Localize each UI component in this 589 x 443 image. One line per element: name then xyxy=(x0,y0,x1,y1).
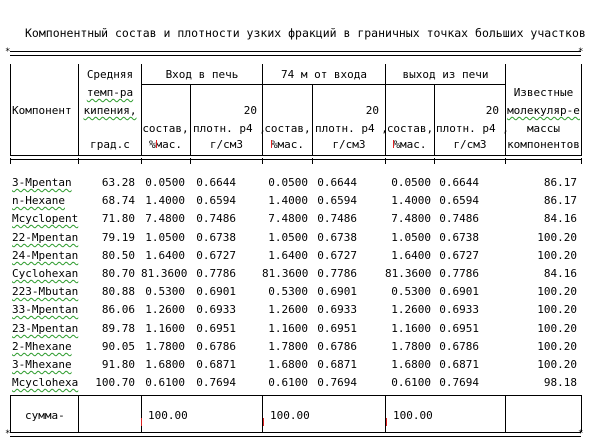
cell-composition-74m: 1.6800 xyxy=(268,358,308,371)
cell-molecular-mass: 86.17 xyxy=(543,194,577,207)
col-border xyxy=(141,158,142,164)
cell-composition-outlet: 0.6100 xyxy=(391,376,431,389)
cell-composition-inlet: 1.1600 xyxy=(145,322,185,335)
header-density-20-2: 20 xyxy=(365,104,379,117)
cell-density-inlet: 0.7694 xyxy=(196,376,236,389)
cell-composition-inlet: 1.4000 xyxy=(145,194,185,207)
spell-mark xyxy=(271,140,272,148)
header-group-outlet: выход из печи xyxy=(402,68,489,81)
cell-avg-temp: 100.70 xyxy=(95,376,135,389)
cell-composition-74m: 1.4000 xyxy=(268,194,308,207)
cell-composition-74m: 1.6400 xyxy=(268,249,308,262)
cell-composition-inlet: 1.0500 xyxy=(145,231,185,244)
cell-density-74m: 0.6727 xyxy=(317,249,357,262)
cell-composition-outlet: 0.5300 xyxy=(391,285,431,298)
cell-composition-outlet: 1.4000 xyxy=(391,194,431,207)
cell-component: 2-Mhexane xyxy=(12,340,72,353)
cell-component: 23-Mpentan xyxy=(12,322,79,335)
cell-composition-inlet: 1.6800 xyxy=(145,358,185,371)
col-border xyxy=(262,395,263,432)
cell-avg-temp: 71.80 xyxy=(101,212,135,225)
cell-composition-74m: 1.1600 xyxy=(268,322,308,335)
corner-mark-top-left: * xyxy=(5,47,11,57)
sum-value-1: 100.00 xyxy=(148,409,188,422)
cell-composition-inlet: 1.7800 xyxy=(145,340,185,353)
cell-density-74m: 0.6901 xyxy=(317,285,357,298)
spell-mark xyxy=(393,140,394,148)
cell-composition-outlet: 1.1600 xyxy=(391,322,431,335)
cell-density-outlet: 0.6871 xyxy=(439,358,479,371)
cell-molecular-mass: 100.20 xyxy=(537,249,577,262)
col-border xyxy=(190,158,191,164)
cell-composition-outlet: 7.4800 xyxy=(391,212,431,225)
cell-density-inlet: 0.7486 xyxy=(196,212,236,225)
cell-composition-inlet: 0.6100 xyxy=(145,376,185,389)
cell-density-inlet: 0.6644 xyxy=(196,176,236,189)
cell-composition-inlet: 81.3600 xyxy=(141,267,188,280)
corner-mark-bottom-left: * xyxy=(5,429,11,439)
header-density-1: плотн. р4 , xyxy=(193,122,266,135)
cell-avg-temp: 68.74 xyxy=(101,194,135,207)
col-border xyxy=(385,395,386,432)
cell-composition-74m: 81.3600 xyxy=(262,267,309,280)
col-border xyxy=(10,64,11,156)
cell-composition-74m: 0.5300 xyxy=(268,285,308,298)
cell-density-outlet: 0.7486 xyxy=(439,212,479,225)
cell-composition-74m: 1.2600 xyxy=(268,303,308,316)
col-border xyxy=(385,158,386,164)
header-composition-2: состав, xyxy=(264,122,311,135)
cell-avg-temp: 89.78 xyxy=(101,322,135,335)
table-top-border xyxy=(10,51,581,56)
header-bottom-border xyxy=(10,155,581,160)
cell-component: 33-Mpentan xyxy=(12,303,79,316)
sum-value-3: 100.00 xyxy=(393,409,433,422)
cell-molecular-mass: 100.20 xyxy=(537,285,577,298)
header-composition-1: состав, xyxy=(142,122,189,135)
col-border xyxy=(434,158,435,164)
cell-composition-inlet: 1.6400 xyxy=(145,249,185,262)
cell-density-outlet: 0.6951 xyxy=(439,322,479,335)
cell-molecular-mass: 100.20 xyxy=(537,358,577,371)
header-density-2: плотн. р4 , xyxy=(315,122,388,135)
cell-composition-74m: 0.6100 xyxy=(268,376,308,389)
cell-density-outlet: 0.6594 xyxy=(439,194,479,207)
cell-composition-74m: 1.7800 xyxy=(268,340,308,353)
cell-density-74m: 0.7486 xyxy=(317,212,357,225)
cell-density-74m: 0.6871 xyxy=(317,358,357,371)
cell-density-inlet: 0.6901 xyxy=(196,285,236,298)
cell-density-inlet: 0.6786 xyxy=(196,340,236,353)
header-avg-temp-line2: темп-ра xyxy=(86,86,134,99)
col-border xyxy=(78,395,79,432)
group-header-separator xyxy=(141,84,505,85)
cell-density-inlet: 0.6594 xyxy=(196,194,236,207)
spell-mark xyxy=(141,418,142,426)
cell-component: Mcyclopent xyxy=(12,212,79,225)
cell-avg-temp: 91.80 xyxy=(101,358,135,371)
table-bottom-border xyxy=(10,429,584,439)
col-border xyxy=(10,395,11,432)
cell-avg-temp: 80.88 xyxy=(101,285,135,298)
cell-composition-outlet: 0.0500 xyxy=(391,176,431,189)
sum-separator xyxy=(10,395,581,396)
cell-density-74m: 0.7694 xyxy=(317,376,357,389)
header-group-74m: 74 м от входа xyxy=(280,68,368,81)
col-border xyxy=(581,395,582,432)
corner-mark-top-right: * xyxy=(578,47,584,57)
cell-density-74m: 0.6644 xyxy=(317,176,357,189)
header-composition-3: состав, xyxy=(386,122,434,135)
spell-mark xyxy=(386,418,387,426)
header-density-20-1: 20 xyxy=(243,104,257,117)
cell-molecular-mass: 100.20 xyxy=(537,340,577,353)
header-avg-temp-line4: град.с xyxy=(90,138,130,151)
cell-avg-temp: 63.28 xyxy=(101,176,135,189)
cell-component: 3-Mhexane xyxy=(12,358,72,371)
cell-component: 3-Mpentan xyxy=(12,176,72,189)
cell-density-inlet: 0.6871 xyxy=(196,358,236,371)
cell-avg-temp: 80.50 xyxy=(101,249,135,262)
cell-composition-inlet: 1.2600 xyxy=(145,303,185,316)
col-border xyxy=(581,64,582,156)
cell-composition-inlet: 0.0500 xyxy=(145,176,185,189)
header-mass-pct-3: %мас. xyxy=(393,138,427,151)
cell-component: 22-Mpentan xyxy=(12,231,79,244)
cell-density-inlet: 0.7786 xyxy=(196,267,236,280)
col-border xyxy=(505,395,506,432)
header-known-mw-line4: компонентов xyxy=(507,138,580,151)
col-border xyxy=(581,158,582,164)
cell-density-inlet: 0.6933 xyxy=(196,303,236,316)
cell-density-outlet: 0.6901 xyxy=(439,285,479,298)
header-mass-pct-1: %мас. xyxy=(148,138,183,151)
cell-component: 24-Mpentan xyxy=(12,249,79,262)
cell-molecular-mass: 100.20 xyxy=(537,303,577,316)
cell-component: Cyclohexan xyxy=(12,267,79,280)
cell-composition-outlet: 1.7800 xyxy=(391,340,431,353)
cell-avg-temp: 90.05 xyxy=(101,340,135,353)
header-avg-temp-line1: Средняя xyxy=(86,68,134,81)
spell-mark xyxy=(156,140,157,148)
cell-molecular-mass: 84.16 xyxy=(543,267,577,280)
header-group-inlet: Вход в печь xyxy=(165,68,239,81)
cell-density-74m: 0.6786 xyxy=(317,340,357,353)
col-border xyxy=(78,158,79,164)
cell-density-74m: 0.6933 xyxy=(317,303,357,316)
cell-density-outlet: 0.6727 xyxy=(439,249,479,262)
cell-density-outlet: 0.6786 xyxy=(439,340,479,353)
cell-composition-74m: 0.0500 xyxy=(268,176,308,189)
header-avg-temp-line3: кипения, xyxy=(83,104,137,117)
header-mass-pct-2: %мас. xyxy=(270,138,305,151)
cell-avg-temp: 79.19 xyxy=(101,231,135,244)
cell-density-74m: 0.6738 xyxy=(317,231,357,244)
cell-avg-temp: 86.06 xyxy=(101,303,135,316)
cell-density-outlet: 0.6933 xyxy=(439,303,479,316)
col-border xyxy=(262,158,263,164)
table-title: Компонентный состав и плотности узких фракций в граничных точках больших участков xyxy=(25,26,586,40)
cell-component: n-Hexane xyxy=(12,194,65,207)
cell-density-inlet: 0.6738 xyxy=(196,231,236,244)
header-density-unit-2: г/см3 xyxy=(332,138,366,151)
cell-molecular-mass: 98.18 xyxy=(543,376,577,389)
header-density-20-3: 20 xyxy=(485,104,499,117)
cell-avg-temp: 80.70 xyxy=(101,267,135,280)
cell-density-inlet: 0.6951 xyxy=(196,322,236,335)
cell-composition-inlet: 7.4800 xyxy=(145,212,185,225)
cell-density-outlet: 0.7694 xyxy=(439,376,479,389)
cell-density-outlet: 0.6738 xyxy=(439,231,479,244)
cell-component: 223-Mbutan xyxy=(12,285,79,298)
header-known-mw-line3: массы xyxy=(526,122,561,135)
col-border xyxy=(505,158,506,164)
spell-mark xyxy=(263,418,264,426)
col-border xyxy=(141,395,142,432)
header-density-unit-3: г/см3 xyxy=(453,138,487,151)
cell-density-74m: 0.6594 xyxy=(317,194,357,207)
header-density-3: плотн. р4 , xyxy=(436,122,509,135)
header-known-mw-line1: Известные xyxy=(513,86,574,99)
header-component: Компонент xyxy=(12,104,72,117)
cell-composition-inlet: 0.5300 xyxy=(145,285,185,298)
cell-density-inlet: 0.6727 xyxy=(196,249,236,262)
header-known-mw-line2: молекуляр-е xyxy=(507,104,580,117)
cell-density-74m: 0.6951 xyxy=(317,322,357,335)
cell-composition-outlet: 1.0500 xyxy=(391,231,431,244)
cell-density-74m: 0.7786 xyxy=(317,267,357,280)
sum-label: сумма- xyxy=(25,409,65,422)
col-border xyxy=(10,158,11,164)
cell-molecular-mass: 86.17 xyxy=(543,176,577,189)
sum-value-2: 100.00 xyxy=(270,409,310,422)
cell-molecular-mass: 100.20 xyxy=(537,322,577,335)
corner-mark-bottom-right: * xyxy=(578,429,584,439)
col-border xyxy=(312,158,313,164)
cell-density-outlet: 0.7786 xyxy=(439,267,479,280)
cell-composition-outlet: 81.3600 xyxy=(385,267,432,280)
cell-molecular-mass: 84.16 xyxy=(543,212,577,225)
cell-component: Mcyclohexa xyxy=(12,376,79,389)
header-density-unit-1: г/см3 xyxy=(209,138,244,151)
cell-composition-74m: 1.0500 xyxy=(268,231,308,244)
cell-composition-outlet: 1.2600 xyxy=(391,303,431,316)
cell-composition-outlet: 1.6800 xyxy=(391,358,431,371)
cell-molecular-mass: 100.20 xyxy=(537,231,577,244)
cell-density-outlet: 0.6644 xyxy=(439,176,479,189)
cell-composition-74m: 7.4800 xyxy=(268,212,308,225)
cell-composition-outlet: 1.6400 xyxy=(391,249,431,262)
